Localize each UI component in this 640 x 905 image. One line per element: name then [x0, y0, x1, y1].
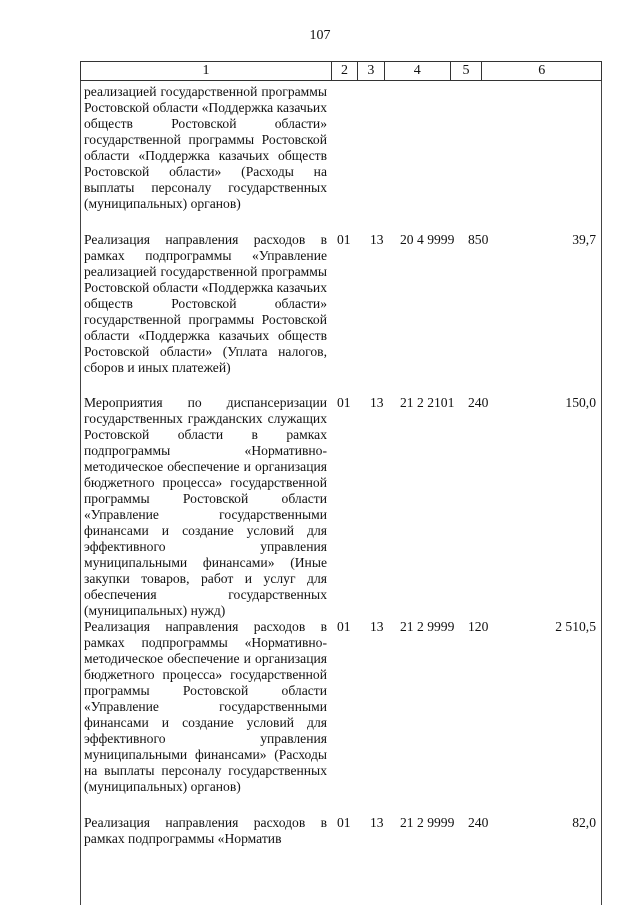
row-col-4: 21 2 9999	[400, 815, 455, 830]
row-col-4: 21 2 9999	[400, 619, 455, 634]
row-col-2: 01	[337, 395, 351, 410]
row-amount: 82,0	[572, 815, 596, 830]
row-amount: 150,0	[565, 395, 596, 410]
header-col-6: 6	[481, 62, 601, 80]
row-col-5: 850	[468, 232, 489, 247]
row-col-3: 13	[370, 815, 384, 830]
row-col-5: 120	[468, 619, 489, 634]
row-col-4: 21 2 2101	[400, 395, 455, 410]
header-col-4: 4	[384, 62, 450, 80]
row-amount: 39,7	[572, 232, 596, 247]
header-col-2: 2	[331, 62, 357, 80]
row-description: Реализация направления расходов в рамках подпрограммы «Норматив	[84, 815, 327, 846]
row-col-5: 240	[468, 395, 489, 410]
header-col-3: 3	[357, 62, 384, 80]
page-number: 107	[309, 28, 331, 43]
row-col-3: 13	[370, 232, 384, 247]
row-col-2: 01	[337, 232, 351, 247]
row-col-3: 13	[370, 619, 384, 634]
row-col-2: 01	[337, 619, 351, 634]
table-border-right	[601, 81, 602, 905]
row-amount: 2 510,5	[555, 619, 596, 634]
row-description: Реализация направления расходов в рамках подпрограммы «Управление реализацией государственной программы Ростовской области «Поддержка казачьих обществ Ростовской области» государственной программы Ростовской области «Поддержка казачьих обществ Ростовской области» (Уплата налогов, сборов и иных платежей)	[84, 232, 327, 375]
header-col-1: 1	[202, 63, 210, 78]
table-header	[80, 61, 602, 81]
row-col-4: 20 4 9999	[400, 232, 455, 247]
row-description: Реализация направления расходов в рамках подпрограммы «Нормативно-методическое обеспечение и организация бюджетного процесса» государственной программы Ростовской области «Управление государственными финансами и создание условий для эффективного управления муниципальными финансами» (Расходы на выплаты персоналу государственных (муниципальных) органов)	[84, 619, 327, 794]
row-col-2: 01	[337, 815, 351, 830]
table-border-left	[80, 81, 81, 905]
row-col-5: 240	[468, 815, 489, 830]
row-col-3: 13	[370, 395, 384, 410]
row-description: Мероприятия по диспансеризации государственных гражданских служащих Ростовской области в рамках подпрограммы «Нормативно-методическое обеспечение и организация бюджетного процесса» государственной программы Ростовской области «Управление государственными финансами и создание условий для эффективного управления муниципальными финансами» (Иные закупки товаров, работ и услуг для обеспечения государственных (муниципальных) нужд)	[84, 395, 327, 618]
header-col-5: 5	[450, 62, 482, 80]
row-description: реализацией государственной программы Ростовской области «Поддержка казачьих обществ Ростовской области» государственной программы Ростовской области «Поддержка казачьих обществ Ростовской области» (Расходы на выплаты персоналу государственных (муниципальных) органов)	[84, 84, 327, 211]
